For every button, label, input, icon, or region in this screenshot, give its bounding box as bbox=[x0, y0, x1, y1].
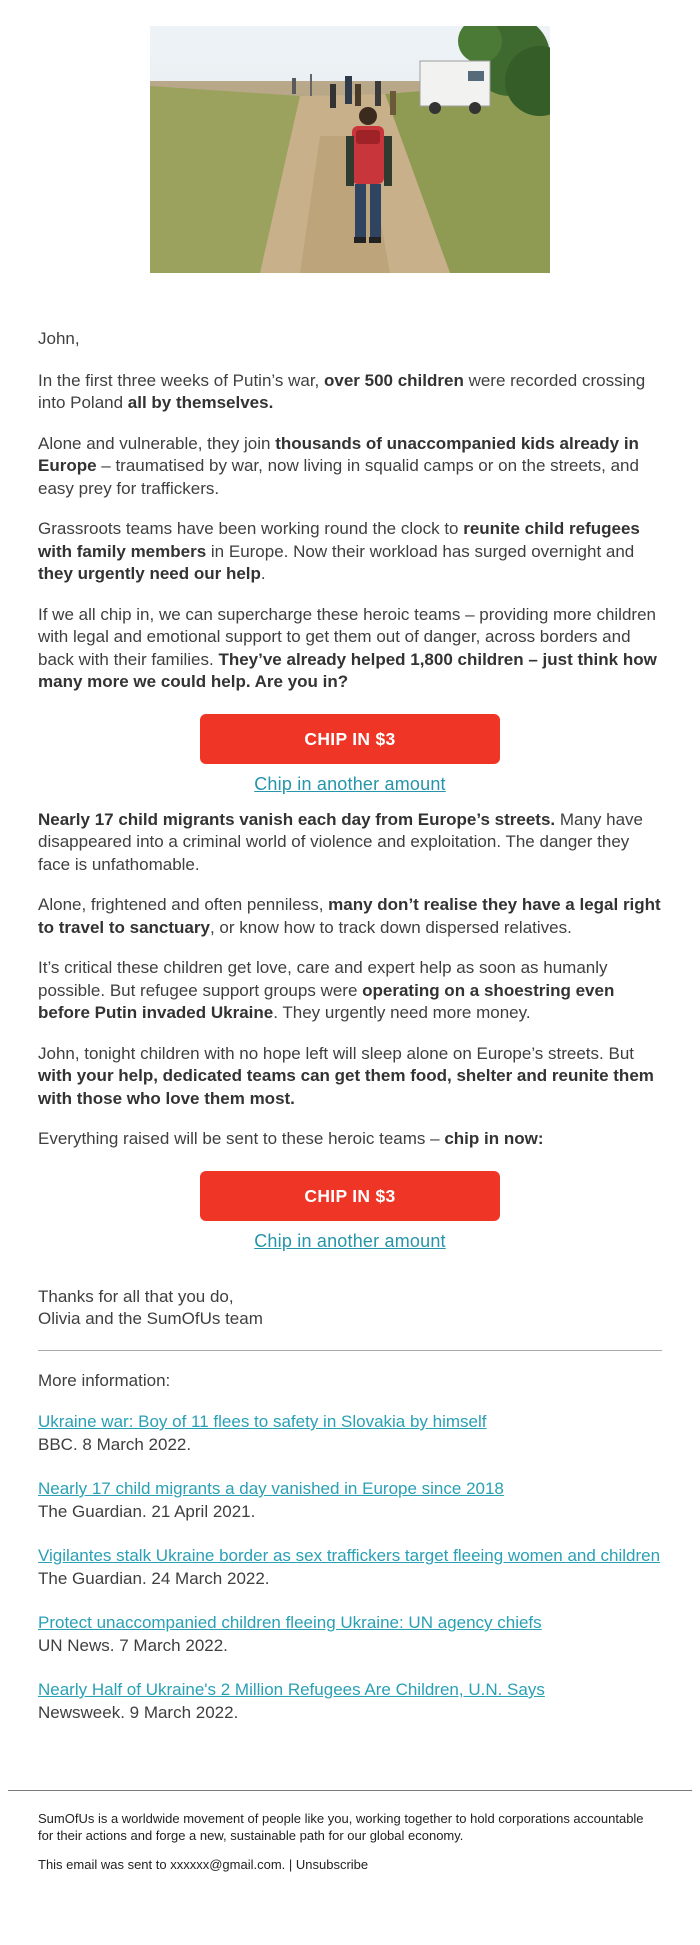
chip-in-button[interactable]: CHIP IN $3 bbox=[200, 714, 500, 764]
footer bbox=[38, 1810, 648, 1873]
more-info-heading: More information: bbox=[38, 1370, 171, 1390]
paragraph-vanishing-children: Nearly 17 child migrants vanish each day from Europe’s streets. Many have disappeared into a criminal world of violence and exploitation. The danger they face is unfathomable. bbox=[38, 809, 644, 874]
source-item bbox=[38, 1545, 662, 1590]
source-item bbox=[38, 1478, 662, 1523]
paragraph-alone-vulnerable: Alone and vulnerable, they join thousands of unaccompanied kids already in Europe – traumatised by war, now living in squalid camps or on the streets, and easy prey for traffickers. bbox=[38, 433, 639, 498]
source-meta: UN News. 7 March 2022. bbox=[38, 1635, 228, 1655]
unsubscribe-link[interactable]: Unsubscribe bbox=[295, 1857, 369, 1872]
hero-photo-illustration bbox=[150, 26, 550, 273]
source-item bbox=[38, 1679, 662, 1724]
footer-sent-to: This email was sent to xxxxxx@gmail.com. | Unsubscribe bbox=[38, 1857, 369, 1872]
source-link[interactable]: Vigilantes stalk Ukraine border as sex traffickers target fleeing women and children bbox=[38, 1546, 661, 1565]
email-content bbox=[38, 325, 662, 1724]
chip-in-button-2[interactable]: CHIP IN $3 bbox=[200, 1171, 500, 1221]
hero-photo bbox=[150, 26, 550, 273]
paragraph-legal-right: Alone, frightened and often penniless, many don’t realise they have a legal right to travel to sanctuary, or know how to track down dispersed relatives. bbox=[38, 895, 661, 937]
cta-block-1 bbox=[38, 714, 662, 795]
source-meta: Newsweek. 9 March 2022. bbox=[38, 1702, 239, 1722]
paragraph-everything-raised: Everything raised will be sent to these heroic teams – chip in now: bbox=[38, 1129, 544, 1148]
source-meta: The Guardian. 21 April 2021. bbox=[38, 1501, 256, 1521]
paragraph-chip-in-appeal: If we all chip in, we can supercharge these heroic teams – providing more children with legal and emotional support to get them out of danger, across borders and back with their families. They’ve already helped 1,800 children – just think how many more we could help. Are you in? bbox=[38, 604, 657, 691]
cta-block-2 bbox=[38, 1171, 662, 1252]
source-link[interactable]: Ukraine war: Boy of 11 flees to safety in Slovakia by himself bbox=[38, 1412, 487, 1431]
source-meta: BBC. 8 March 2022. bbox=[38, 1434, 192, 1454]
chip-in-another-amount-link[interactable]: Chip in another amount bbox=[254, 773, 446, 794]
divider bbox=[38, 1350, 662, 1351]
greeting: John, bbox=[38, 329, 80, 348]
paragraph-grassroots-teams: Grassroots teams have been working round the clock to reunite child refugees with family members in Europe. Now their workload has surged overnight and they urgently need our help. bbox=[38, 519, 640, 583]
paragraph-children-crossing: In the first three weeks of Putin’s war, over 500 children were recorded crossing into Poland all by themselves. bbox=[38, 370, 646, 412]
source-link[interactable]: Nearly 17 child migrants a day vanished in Europe since 2018 bbox=[38, 1479, 504, 1498]
source-link[interactable]: Protect unaccompanied children fleeing Ukraine: UN agency chiefs bbox=[38, 1613, 542, 1632]
source-meta: The Guardian. 24 March 2022. bbox=[38, 1568, 270, 1588]
paragraph-urgent-money: It’s critical these children get love, care and expert help as soon as humanly possible. But refugee support groups were operating on a shoestring even before Putin invaded Ukraine. They urgently need more money. bbox=[38, 958, 615, 1022]
footer-divider bbox=[8, 1790, 692, 1791]
signoff: Thanks for all that you do, Olivia and the SumOfUs team bbox=[38, 1286, 263, 1328]
source-item bbox=[38, 1612, 662, 1657]
chip-in-another-amount-link-2[interactable]: Chip in another amount bbox=[254, 1230, 446, 1251]
source-item bbox=[38, 1411, 662, 1456]
recipient-email: xxxxxx@gmail.com bbox=[170, 1857, 282, 1872]
source-link[interactable]: Nearly Half of Ukraine's 2 Million Refugees Are Children, U.N. Says bbox=[38, 1680, 545, 1699]
footer-about: SumOfUs is a worldwide movement of people like you, working together to hold corporations accountable for their actions and forge a new, sustainable path for our global economy. bbox=[38, 1811, 644, 1843]
paragraph-tonight: John, tonight children with no hope left will sleep alone on Europe’s streets. But with your help, dedicated teams can get them food, shelter and reunite them with those who love them most. bbox=[38, 1043, 654, 1108]
